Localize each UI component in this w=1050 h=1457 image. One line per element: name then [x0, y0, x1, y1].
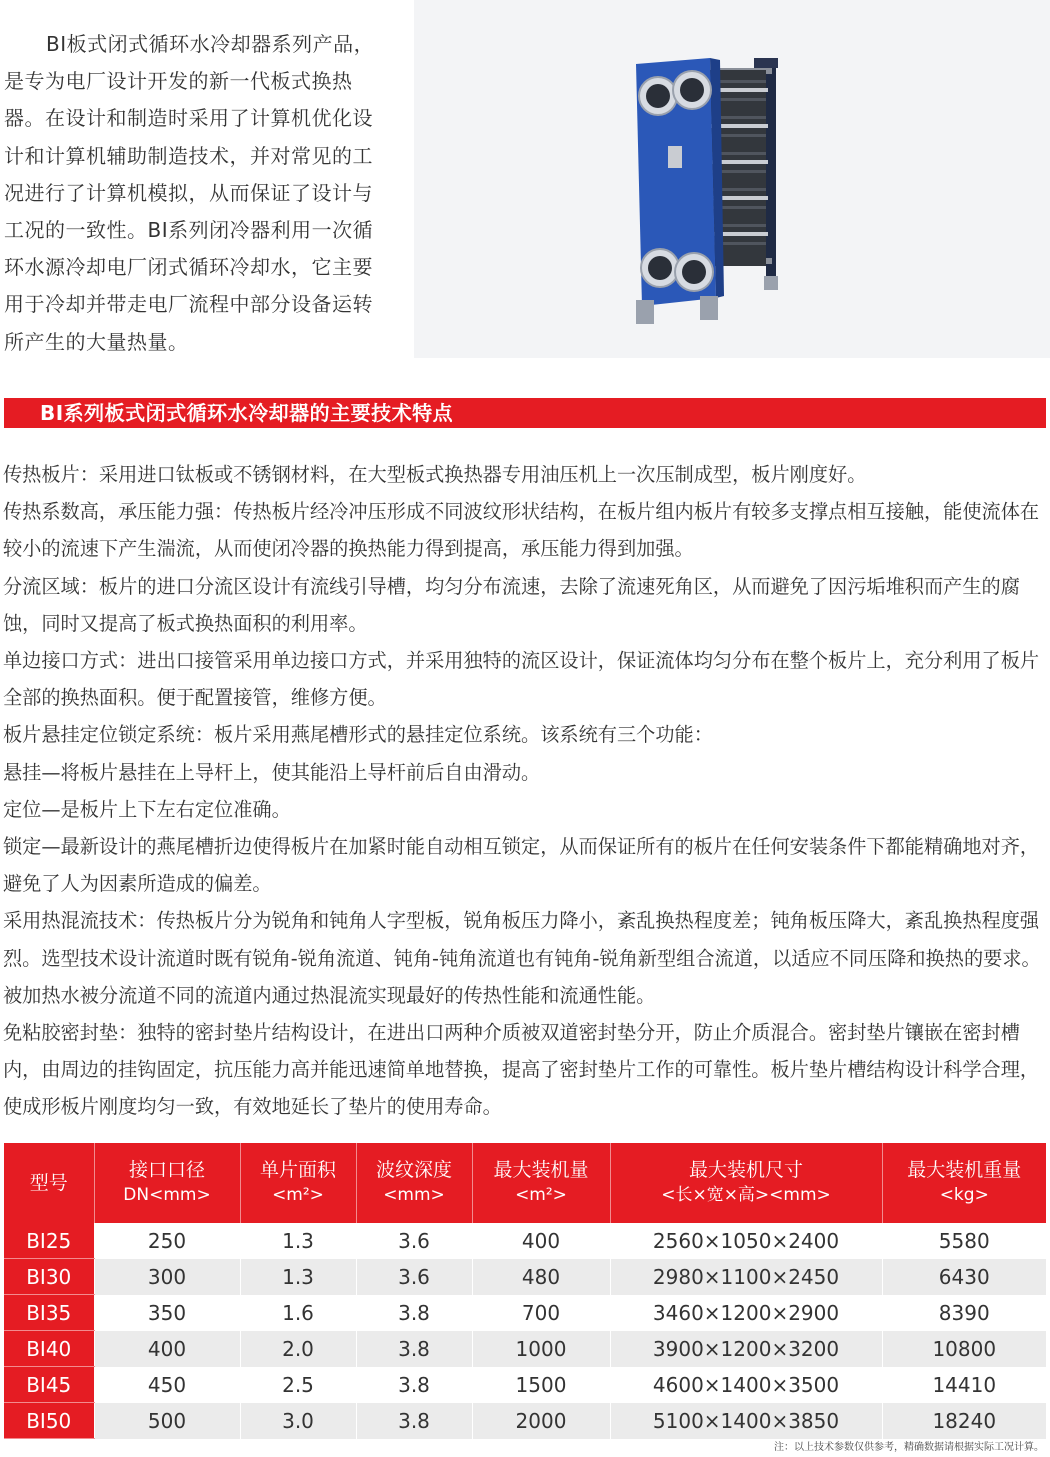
header-max-dimensions: 最大装机尺寸 <长×宽×高><mm>: [610, 1143, 882, 1223]
cell: 3460×1200×2900: [610, 1295, 882, 1331]
header-port-diameter: 接口口径 DN<mm>: [94, 1143, 240, 1223]
cell: 5100×1400×3850: [610, 1403, 882, 1439]
table-row: [4, 1259, 1046, 1295]
feature-list: [3, 456, 1049, 1126]
cell: 2.0: [240, 1331, 356, 1367]
feature-item: 免粘胶密封垫：独特的密封垫片结构设计，在进出口两种介质被双道密封垫分开，防止介质混合。密封垫片镶嵌在密封槽内，由周边的挂钩固定，抗压能力高并能迅速简单地替换，提高了密封垫片工作的可靠性。板片垫片槽结构设计科学合理，使成形板片刚度均匀一致，有效地延长了垫片的使用寿命。: [3, 1021, 1040, 1119]
feature-item: 传热系数高，承压能力强：传热板片经冷冲压形成不同波纹形状结构，在板片组内板片有较多支撑点相互接触，能使流体在较小的流速下产生湍流，从而使闭冷器的换热能力得到提高，承压能力得到加强。: [3, 500, 1040, 561]
header-max-capacity: 最大装机量 <m²>: [472, 1143, 610, 1223]
feature-item: 定位—是板片上下左右定位准确。: [3, 797, 291, 821]
cell: 5580: [882, 1223, 1046, 1259]
cell-model: BI40: [4, 1331, 94, 1367]
cell-model: BI45: [4, 1367, 94, 1403]
cell: 1.6: [240, 1295, 356, 1331]
feature-item: 单边接口方式：进出口接管采用单边接口方式，并采用独特的流区设计，保证流体均匀分布在整个板片上，充分利用了板片全部的换热面积。便于配置接管，维修方便。: [3, 649, 1040, 710]
cell-model: BI35: [4, 1295, 94, 1331]
cell: 1500: [472, 1367, 610, 1403]
footnote: 注：以上技术参数仅供参考，精确数据请根据实际工况计算。: [774, 1442, 1044, 1453]
feature-item: 板片悬挂定位锁定系统：板片采用燕尾槽形式的悬挂定位系统。该系统有三个功能：: [3, 723, 713, 747]
table-row: [4, 1367, 1046, 1403]
cell: 10800: [882, 1331, 1046, 1367]
cell: 2980×1100×2450: [610, 1259, 882, 1295]
cell: 3900×1200×3200: [610, 1331, 882, 1367]
cell: 3.8: [356, 1403, 472, 1439]
cell-model: BI50: [4, 1403, 94, 1439]
intro-paragraph: BI板式闭式循环水冷却器系列产品，是专为电厂设计开发的新一代板式换热器。在设计和制造时采用了计算机优化设计和计算机辅助制造技术，并对常见的工况进行了计算机模拟，从而保证了设计与工况的一致性。BI系列闭冷器利用一次循环水源冷却电厂闭式循环冷却水，它主要用于冷却并带走电厂流程中部分设备运转所产生的大量热量。: [4, 32, 375, 354]
cell: 1000: [472, 1331, 610, 1367]
cell: 1.3: [240, 1223, 356, 1259]
cell: 14410: [882, 1367, 1046, 1403]
cell: 1.3: [240, 1259, 356, 1295]
cell: 480: [472, 1259, 610, 1295]
table-row: [4, 1295, 1046, 1331]
section-banner: [4, 398, 1046, 428]
spec-table: [4, 1143, 1046, 1439]
cell: 350: [94, 1295, 240, 1331]
header-model: 型号: [4, 1143, 94, 1223]
cell: 3.6: [356, 1259, 472, 1295]
feature-item: 传热板片：采用进口钛板或不锈钢材料，在大型板式换热器专用油压机上一次压制成型，板片刚度好。: [3, 463, 867, 486]
cell: 6430: [882, 1259, 1046, 1295]
cell: 18240: [882, 1403, 1046, 1439]
cell: 450: [94, 1367, 240, 1403]
header-corrugation-depth: 波纹深度 <mm>: [356, 1143, 472, 1223]
cell: 2560×1050×2400: [610, 1223, 882, 1259]
plate-heat-exchanger-illustration: [414, 0, 1050, 358]
cell: 3.8: [356, 1331, 472, 1367]
cell: 3.6: [356, 1223, 472, 1259]
cell: 3.0: [240, 1403, 356, 1439]
cell: 3.8: [356, 1295, 472, 1331]
cell: 2000: [472, 1403, 610, 1439]
feature-item: 采用热混流技术：传热板片分为锐角和钝角人字型板，锐角板压力降小，紊乱换热程度差；钝角板压降大，紊乱换热程度强烈。选型技术设计流道时既有锐角-锐角流道、钝角-钝角流道也有钝角-锐角新型组合流道，以适应不同压降和换热的要求。被加热水被分流道不同的流道内通过热混流实现最好的传热性能和流通性能。: [3, 909, 1041, 1007]
table-row: [4, 1223, 1046, 1259]
cell: 400: [94, 1331, 240, 1367]
header-max-weight: 最大装机重量 <kg>: [882, 1143, 1046, 1223]
cell: 8390: [882, 1295, 1046, 1331]
cell: 300: [94, 1259, 240, 1295]
section-title: BI系列板式闭式循环水冷却器的主要技术特点: [40, 401, 454, 425]
table-row: [4, 1331, 1046, 1367]
cell: 700: [472, 1295, 610, 1331]
cell-model: BI30: [4, 1259, 94, 1295]
cell: 4600×1400×3500: [610, 1367, 882, 1403]
product-photo: [414, 0, 1050, 358]
cell: 500: [94, 1403, 240, 1439]
cell: 250: [94, 1223, 240, 1259]
table-row: [4, 1403, 1046, 1439]
cell-model: BI25: [4, 1223, 94, 1259]
cell: 400: [472, 1223, 610, 1259]
feature-item: 悬挂—将板片悬挂在上导杆上，使其能沿上导杆前后自由滑动。: [3, 760, 541, 784]
feature-item: 分流区域：板片的进口分流区设计有流线引导槽，均匀分布流速，去除了流速死角区，从而避免了因污垢堆积而产生的腐蚀，同时又提高了板式换热面积的利用率。: [3, 574, 1020, 635]
feature-item: 锁定—最新设计的燕尾槽折边使得板片在加紧时能自动相互锁定，从而保证所有的板片在任何安装条件下都能精确地对齐，避免了人为因素所造成的偏差。: [3, 835, 1040, 896]
cell: 3.8: [356, 1367, 472, 1403]
header-plate-area: 单片面积 <m²>: [240, 1143, 356, 1223]
table-header-row: [4, 1143, 1046, 1223]
cell: 2.5: [240, 1367, 356, 1403]
